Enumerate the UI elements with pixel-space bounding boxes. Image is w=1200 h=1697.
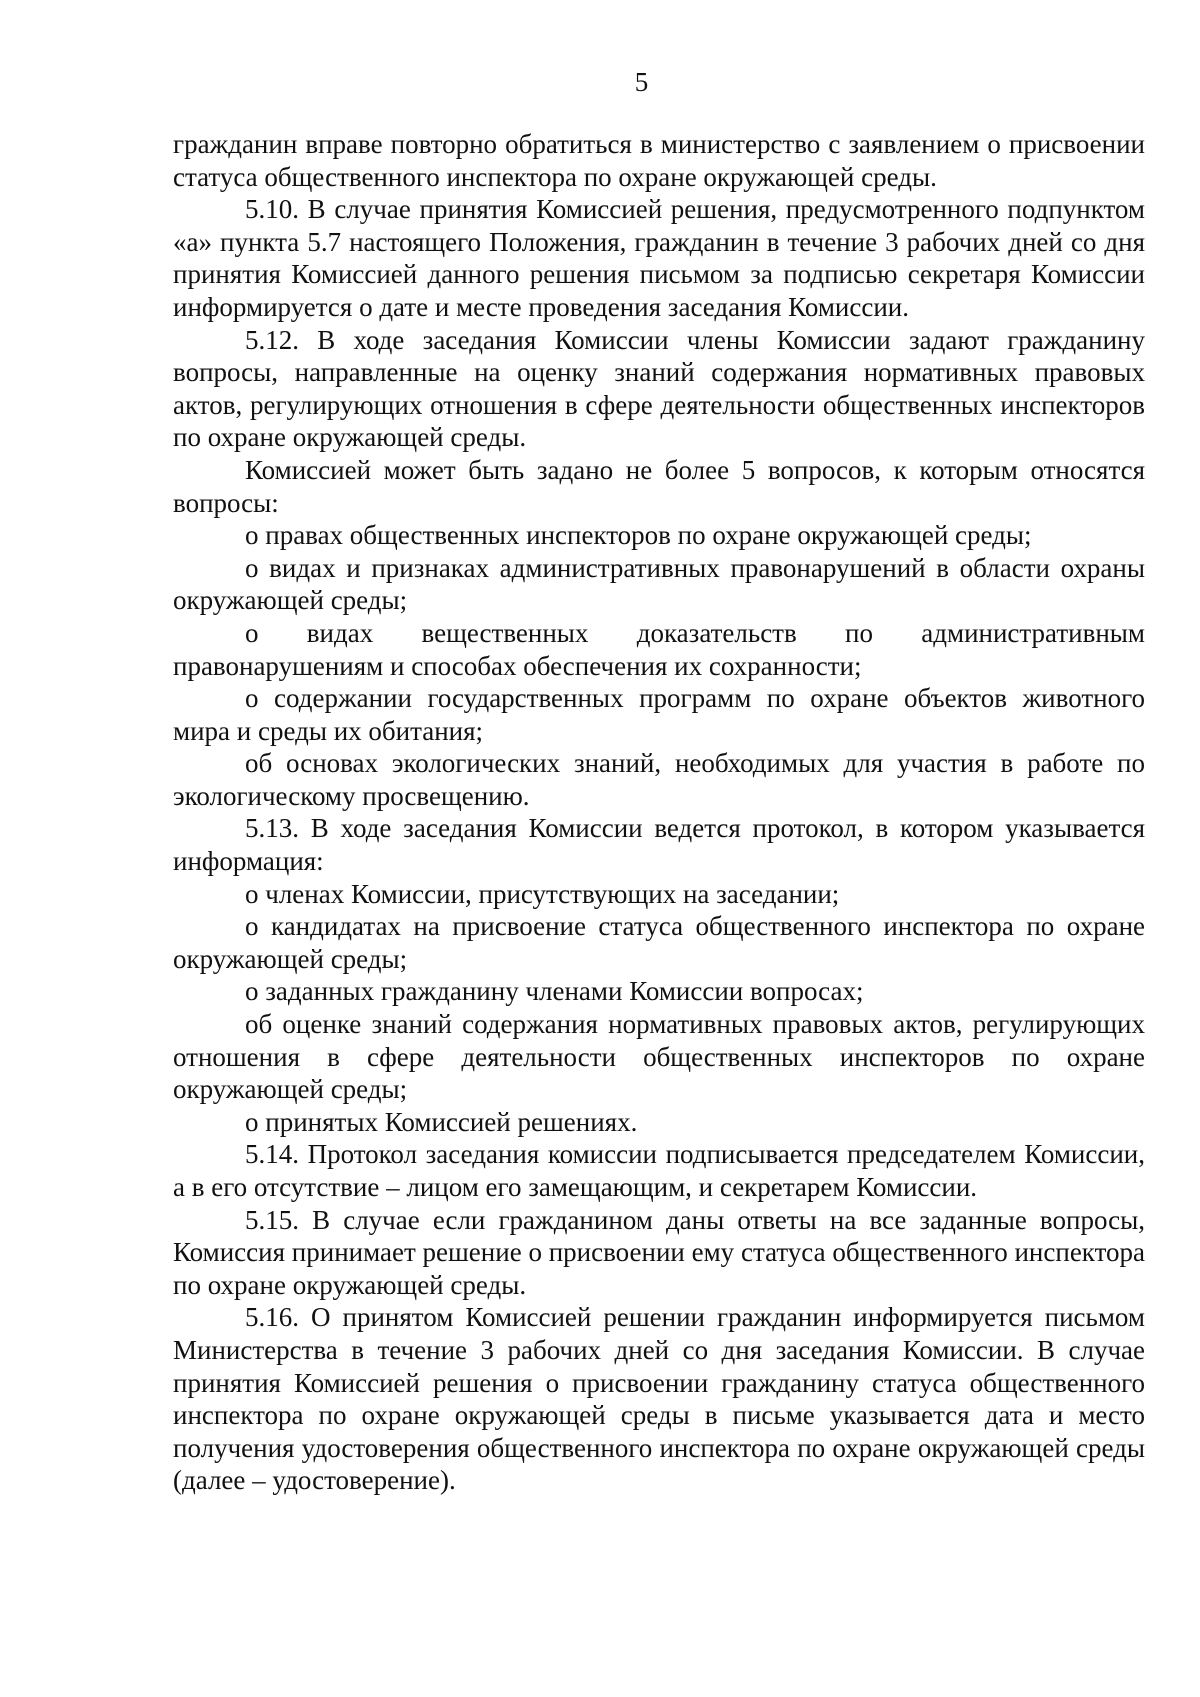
- paragraph-questions-intro: Комиссией может быть задано не более 5 вопросов, к которым относятся вопросы:: [173, 454, 1145, 518]
- paragraph-5-16: 5.16. О принятом Комиссией решении гражданин информируется письмом Министерства в течение 3 рабочих дней со дня заседания Комиссии. В случае принятия Комиссией решения о присвоении гражданину статуса общественного инспектора по охране окружающей среды в письме указывается дата и место получения удостоверения общественного инспектора по охране окружающей среды (далее – удостоверение).: [173, 1302, 1145, 1496]
- document-body: [173, 128, 1145, 1497]
- list-item-question: о содержании государственных программ по охране объектов животного мира и среды их обитания;: [173, 683, 1145, 746]
- list-item-protocol-info: о членах Комиссии, присутствующих на заседании;: [245, 878, 840, 909]
- list-item-question: об основах экологических знаний, необходимых для участия в работе по экологическому просвещению.: [173, 748, 1145, 811]
- list-item-protocol-info: о принятых Комиссией решениях.: [245, 1106, 638, 1137]
- paragraph-5-14: 5.14. Протокол заседания комиссии подписывается председателем Комиссии, а в его отсутствие – лицом его замещающим, и секретарем Комиссии.: [173, 1139, 1145, 1202]
- paragraph-5-12: 5.12. В ходе заседания Комиссии члены Комиссии задают гражданину вопросы, направленные на оценку знаний содержания нормативных правовых актов, регулирующих отношения в сфере деятельности общественных инспекторов по охране окружающей среды.: [173, 324, 1145, 453]
- list-item-protocol-info: об оценке знаний содержания нормативных правовых актов, регулирующих отношения в сфере деятельности общественных инспекторов по охране окружающей среды;: [173, 1009, 1145, 1105]
- paragraph-5-15: 5.15. В случае если гражданином даны ответы на все заданные вопросы, Комиссия принимает решение о присвоении ему статуса общественного инспектора по охране окружающей среды.: [173, 1204, 1145, 1300]
- list-item-question: о видах вещественных доказательств по административным правонарушениям и способах обеспечения их сохранности;: [173, 617, 1145, 681]
- list-item-question: о видах и признаках административных правонарушений в области охраны окружающей среды;: [173, 552, 1145, 616]
- paragraph-continuation: гражданин вправе повторно обратиться в министерство с заявлением о присвоении статуса общественного инспектора по охране окружающей среды.: [173, 129, 1145, 192]
- paragraph-5-13: 5.13. В ходе заседания Комиссии ведется протокол, в котором указывается информация:: [173, 813, 1145, 877]
- list-item-question: о правах общественных инспекторов по охране окружающей среды;: [245, 520, 1032, 551]
- page-number: 5: [634, 67, 649, 97]
- list-item-protocol-info: о заданных гражданину членами Комиссии вопросах;: [245, 976, 864, 1007]
- list-item-protocol-info: о кандидатах на присвоение статуса общественного инспектора по охране окружающей среды;: [173, 911, 1145, 974]
- paragraph-5-10: 5.10. В случае принятия Комиссией решения, предусмотренного подпунктом «а» пункта 5.7 настоящего Положения, гражданин в течение 3 рабочих дней со дня принятия Комиссией данного решения письмом за подписью секретаря Комиссии информируется о дате и месте проведения заседания Комиссии.: [173, 194, 1145, 322]
